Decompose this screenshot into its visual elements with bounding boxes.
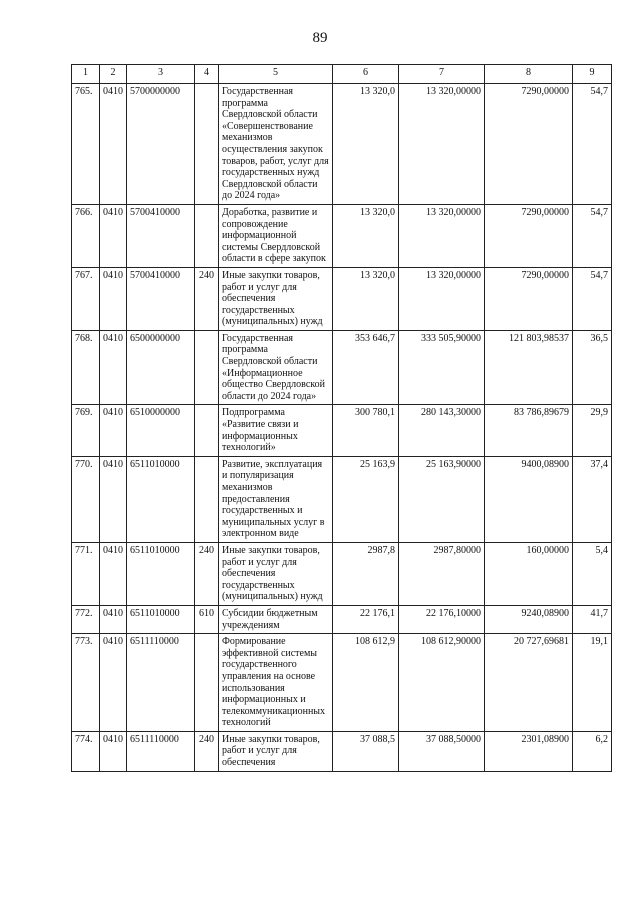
plan-amount: 37 088,5 xyxy=(333,731,399,771)
header-cell: 9 xyxy=(573,65,612,84)
executed-amount: 9240,08900 xyxy=(485,605,573,633)
executed-amount: 20 727,69681 xyxy=(485,634,573,732)
header-cell: 8 xyxy=(485,65,573,84)
executed-amount: 9400,08900 xyxy=(485,456,573,542)
percent: 19,1 xyxy=(573,634,612,732)
section-code: 0410 xyxy=(100,605,127,633)
item-name: Формирование эффективной системы государственного управления на основе использования информационных и телекоммуникационных технологий xyxy=(219,634,333,732)
target-code: 6511110000 xyxy=(127,731,195,771)
expense-type: 240 xyxy=(195,267,219,330)
plan-amount: 22 176,1 xyxy=(333,605,399,633)
executed-amount: 160,00000 xyxy=(485,542,573,605)
table-row xyxy=(72,405,612,456)
target-code: 5700000000 xyxy=(127,84,195,205)
approved-amount: 2987,80000 xyxy=(399,542,485,605)
header-cell: 6 xyxy=(333,65,399,84)
section-code: 0410 xyxy=(100,204,127,267)
section-code: 0410 xyxy=(100,267,127,330)
expense-type xyxy=(195,330,219,405)
header-cell: 5 xyxy=(219,65,333,84)
approved-amount: 22 176,10000 xyxy=(399,605,485,633)
percent: 37,4 xyxy=(573,456,612,542)
percent: 54,7 xyxy=(573,267,612,330)
executed-amount: 7290,00000 xyxy=(485,267,573,330)
executed-amount: 121 803,98537 xyxy=(485,330,573,405)
approved-amount: 280 143,30000 xyxy=(399,405,485,456)
approved-amount: 13 320,00000 xyxy=(399,204,485,267)
percent: 54,7 xyxy=(573,84,612,205)
approved-amount: 25 163,90000 xyxy=(399,456,485,542)
executed-amount: 7290,00000 xyxy=(485,204,573,267)
plan-amount: 108 612,9 xyxy=(333,634,399,732)
expense-type: 610 xyxy=(195,605,219,633)
plan-amount: 2987,8 xyxy=(333,542,399,605)
header-cell: 1 xyxy=(72,65,100,84)
target-code: 6511010000 xyxy=(127,542,195,605)
section-code: 0410 xyxy=(100,634,127,732)
target-code: 6511010000 xyxy=(127,605,195,633)
plan-amount: 13 320,0 xyxy=(333,84,399,205)
row-number: 770. xyxy=(72,456,100,542)
row-number: 772. xyxy=(72,605,100,633)
executed-amount: 2301,08900 xyxy=(485,731,573,771)
header-cell: 3 xyxy=(127,65,195,84)
row-number: 766. xyxy=(72,204,100,267)
approved-amount: 13 320,00000 xyxy=(399,267,485,330)
table-row xyxy=(72,731,612,771)
approved-amount: 108 612,90000 xyxy=(399,634,485,732)
section-code: 0410 xyxy=(100,731,127,771)
target-code: 6511010000 xyxy=(127,456,195,542)
expense-type xyxy=(195,204,219,267)
expense-type xyxy=(195,84,219,205)
percent: 36,5 xyxy=(573,330,612,405)
percent: 54,7 xyxy=(573,204,612,267)
percent: 41,7 xyxy=(573,605,612,633)
row-number: 765. xyxy=(72,84,100,205)
item-name: Субсидии бюджетным учреждениям xyxy=(219,605,333,633)
table-row xyxy=(72,542,612,605)
approved-amount: 37 088,50000 xyxy=(399,731,485,771)
header-cell: 7 xyxy=(399,65,485,84)
approved-amount: 13 320,00000 xyxy=(399,84,485,205)
expense-type: 240 xyxy=(195,542,219,605)
target-code: 5700410000 xyxy=(127,204,195,267)
percent: 5,4 xyxy=(573,542,612,605)
target-code: 6510000000 xyxy=(127,405,195,456)
item-name: Развитие, эксплуатация и популяризация механизмов предоставления государственных и муниципальных услуг в электронном виде xyxy=(219,456,333,542)
target-code: 6511110000 xyxy=(127,634,195,732)
row-number: 767. xyxy=(72,267,100,330)
item-name: Иные закупки товаров, работ и услуг для обеспечения xyxy=(219,731,333,771)
section-code: 0410 xyxy=(100,405,127,456)
table-row xyxy=(72,84,612,205)
table-row xyxy=(72,456,612,542)
section-code: 0410 xyxy=(100,84,127,205)
approved-amount: 333 505,90000 xyxy=(399,330,485,405)
item-name: Иные закупки товаров, работ и услуг для обеспечения государственных (муниципальных) нужд xyxy=(219,542,333,605)
expense-type xyxy=(195,634,219,732)
plan-amount: 353 646,7 xyxy=(333,330,399,405)
item-name: Подпрограмма «Развитие связи и информационных технологий» xyxy=(219,405,333,456)
plan-amount: 13 320,0 xyxy=(333,204,399,267)
section-code: 0410 xyxy=(100,542,127,605)
percent: 29,9 xyxy=(573,405,612,456)
table-row xyxy=(72,267,612,330)
percent: 6,2 xyxy=(573,731,612,771)
row-number: 769. xyxy=(72,405,100,456)
item-name: Доработка, развитие и сопровождение информационной системы Свердловской области в сфере закупок xyxy=(219,204,333,267)
budget-table xyxy=(71,64,612,772)
row-number: 774. xyxy=(72,731,100,771)
expense-type: 240 xyxy=(195,731,219,771)
row-number: 768. xyxy=(72,330,100,405)
table-row xyxy=(72,634,612,732)
item-name: Государственная программа Свердловской области «Совершенствование механизмов осуществления закупок товаров, работ, услуг для государственных нужд Свердловской области до 2024 года» xyxy=(219,84,333,205)
item-name: Государственная программа Свердловской области «Информационное общество Свердловской области до 2024 года» xyxy=(219,330,333,405)
header-cell: 4 xyxy=(195,65,219,84)
plan-amount: 25 163,9 xyxy=(333,456,399,542)
section-code: 0410 xyxy=(100,456,127,542)
table-row xyxy=(72,330,612,405)
header-row xyxy=(72,65,612,84)
executed-amount: 83 786,89679 xyxy=(485,405,573,456)
plan-amount: 300 780,1 xyxy=(333,405,399,456)
header-cell: 2 xyxy=(100,65,127,84)
row-number: 773. xyxy=(72,634,100,732)
executed-amount: 7290,00000 xyxy=(485,84,573,205)
item-name: Иные закупки товаров, работ и услуг для обеспечения государственных (муниципальных) нужд xyxy=(219,267,333,330)
page-number: 89 xyxy=(312,30,328,46)
target-code: 6500000000 xyxy=(127,330,195,405)
expense-type xyxy=(195,456,219,542)
section-code: 0410 xyxy=(100,330,127,405)
table-row xyxy=(72,605,612,633)
table-row xyxy=(72,204,612,267)
target-code: 5700410000 xyxy=(127,267,195,330)
expense-type xyxy=(195,405,219,456)
plan-amount: 13 320,0 xyxy=(333,267,399,330)
row-number: 771. xyxy=(72,542,100,605)
